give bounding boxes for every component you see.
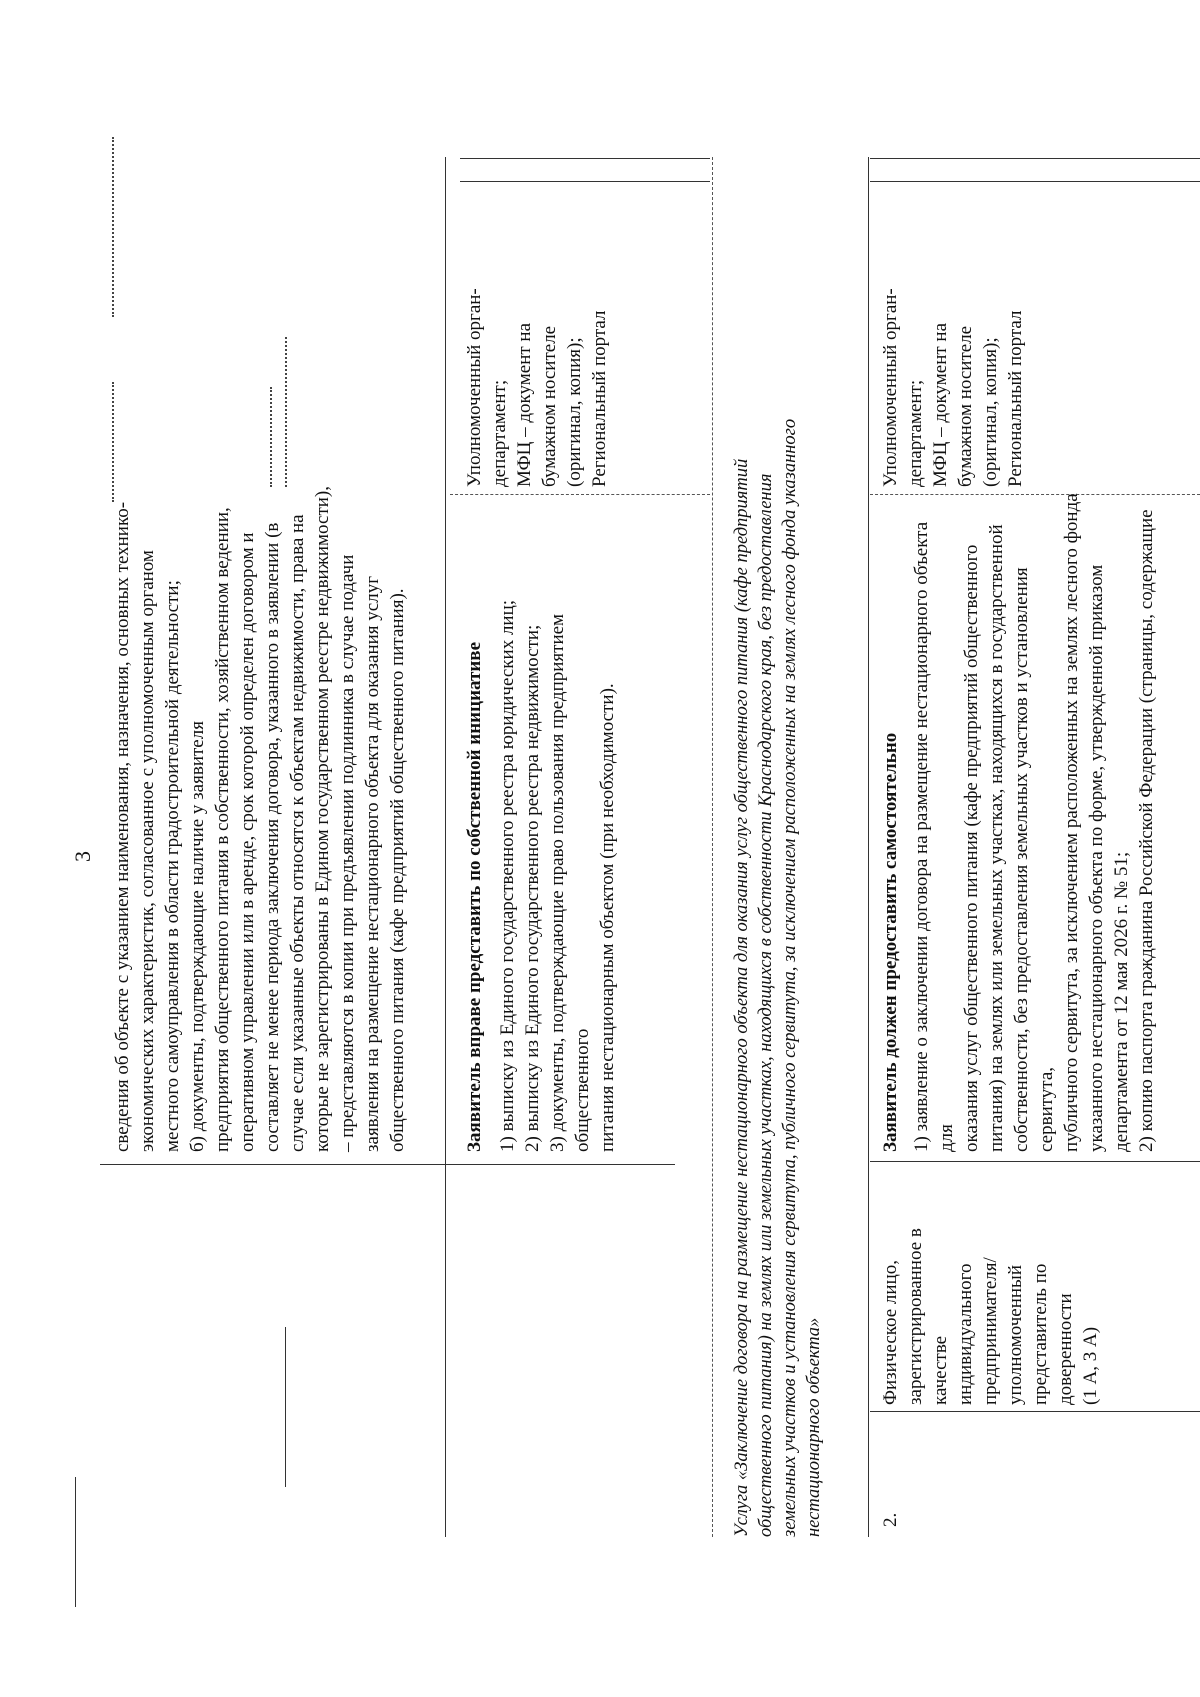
- applicant-line: доверенности: [1055, 1293, 1076, 1405]
- applicant-line: предпринимателя/: [980, 1257, 1001, 1405]
- section-a-line: сведения об объекте с указанием наименования, назначения, основных технико-: [112, 501, 133, 1152]
- section-b-line: 3) документы, подтверждающие право пользования предприятием общественного: [547, 613, 593, 1152]
- submission-line: Уполномоченный орган-: [464, 288, 485, 487]
- section-a-line: предприятия общественного питания в собственности, хозяйственном ведении,: [212, 507, 233, 1152]
- section-b-submission: [462, 187, 612, 487]
- service-title: [730, 117, 826, 1537]
- service-title-line: Услуга «Заключение договора на размещение нестационарного объекта для оказания услуг общественного питания (кафе предприятий: [732, 458, 752, 1537]
- applicant-line: индивидуального: [955, 1263, 976, 1405]
- column-border: [870, 1411, 1200, 1412]
- submission-line: бумажном носителе: [539, 325, 560, 487]
- section-b-line: 2) выписку из Единого государственного реестра недвижимости;: [522, 624, 543, 1152]
- section-b-line: питания нестационарным объектом (при необходимости).: [597, 683, 618, 1152]
- submission-line: МФЦ – документ на: [514, 322, 535, 487]
- column-border: [100, 1164, 675, 1165]
- scan-mark: [75, 1477, 76, 1607]
- submission-line: департамент;: [905, 379, 926, 487]
- service-title-line: общественного питания) на землях или земельных участках, находящихся в собственности Краснодарского края, без предоставления: [756, 473, 776, 1537]
- row2-line: департамента от 12 мая 2026 г. № 51;: [1111, 851, 1132, 1152]
- applicant-line: зарегистрированное в: [905, 1228, 926, 1405]
- applicant-line: представитель по: [1030, 1263, 1051, 1405]
- page-number: 3: [70, 851, 95, 862]
- section-a-line: – представляются в копии при предъявлении подлинника в случае подачи: [337, 554, 358, 1152]
- submission-line: МФЦ – документ на: [930, 322, 951, 487]
- submission-line: департамент;: [489, 379, 510, 487]
- row-border: [868, 157, 869, 1537]
- row2-line: питания) на землях или земельных участках, находящихся в государственной: [986, 524, 1007, 1152]
- section-a-line: общественного питания (кафе предприятий общественного питания).: [387, 588, 408, 1152]
- applicant-line: уполномоченный: [1005, 1265, 1026, 1405]
- submission-line: (оригинал, копия);: [564, 337, 585, 487]
- row2-line: оказания услуг общественного питания (кафе предприятий общественного: [961, 544, 982, 1152]
- section-a-line: б) документы, подтверждающие наличие у заявителя: [187, 721, 208, 1152]
- section-a-line: заявления на размещение нестационарного объекта для оказания услуг: [362, 576, 383, 1152]
- submission-line: бумажном носителе: [955, 325, 976, 487]
- applicant-line: (1 А, 3 А): [1080, 1326, 1101, 1405]
- row2-documents: [878, 492, 1159, 1152]
- column-border: [460, 181, 710, 182]
- section-b-line: 1) выписку из Единого государственного реестра юридических лиц;: [497, 599, 518, 1152]
- section-a-line: оперативном управлении или в аренде, срок которой определен договором и: [237, 532, 258, 1152]
- scan-mark: [285, 1327, 286, 1487]
- row-border: [445, 157, 446, 1537]
- submission-line: Региональный портал: [1005, 310, 1026, 487]
- section-a-text: [110, 202, 410, 1152]
- service-title-line: нестационарного объекта»: [804, 1317, 824, 1537]
- service-title-line: земельных участков и установления сервитута, публичного сервитута, за исключением расположенных на землях лесного фонда указанного: [780, 418, 800, 1537]
- row2-line: указанного нестационарного объекта по форме, утвержденной приказом: [1086, 564, 1107, 1152]
- row2-line: публичного сервитута, за исключением расположенных на землях лесного фонда: [1061, 493, 1082, 1152]
- applicant-line: качестве: [930, 1335, 951, 1405]
- column-border: [460, 158, 710, 159]
- section-a-line: составляет не менее периода заключения договора, указанного в заявлении (в: [262, 522, 283, 1152]
- section-a-line: которые не зарегистрированы в Едином государственном реестре недвижимости),: [312, 486, 333, 1152]
- row-border: [712, 157, 713, 1537]
- submission-line: Уполномоченный орган-: [880, 288, 901, 487]
- section-b-heading: Заявитель вправе представить по собственной инициативе: [464, 641, 485, 1152]
- row2-submission: [878, 187, 1028, 487]
- applicant-line: Физическое лицо,: [880, 1260, 901, 1405]
- section-a-line: экономических характеристик, согласованное с уполномоченным органом: [137, 550, 158, 1152]
- column-border: [870, 181, 1200, 182]
- section-a-line: случае если указанные объекты относятся к объектам недвижимости, права на: [287, 514, 308, 1152]
- row-number: 2.: [880, 1512, 901, 1527]
- column-border: [870, 1161, 1200, 1162]
- row2-line: 1) заявление о заключении договора на размещение нестационарного объекта для: [911, 521, 957, 1152]
- row2-line: 2) копию паспорта гражданина Российской Федерации (страницы, содержащие: [1136, 509, 1157, 1152]
- submission-line: Региональный портал: [589, 310, 610, 487]
- row2-line: собственности, без предоставления земельных участков и установления сервитута,: [1011, 567, 1057, 1152]
- column-border: [870, 158, 1200, 159]
- row2-heading: Заявитель должен предоставить самостоятельно: [880, 732, 901, 1152]
- submission-line: (оригинал, копия);: [980, 337, 1001, 487]
- section-b-text: [462, 492, 620, 1152]
- applicant-category: [878, 1165, 1103, 1405]
- section-a-line: местного самоуправления в области градостроительной деятельности;: [162, 580, 183, 1152]
